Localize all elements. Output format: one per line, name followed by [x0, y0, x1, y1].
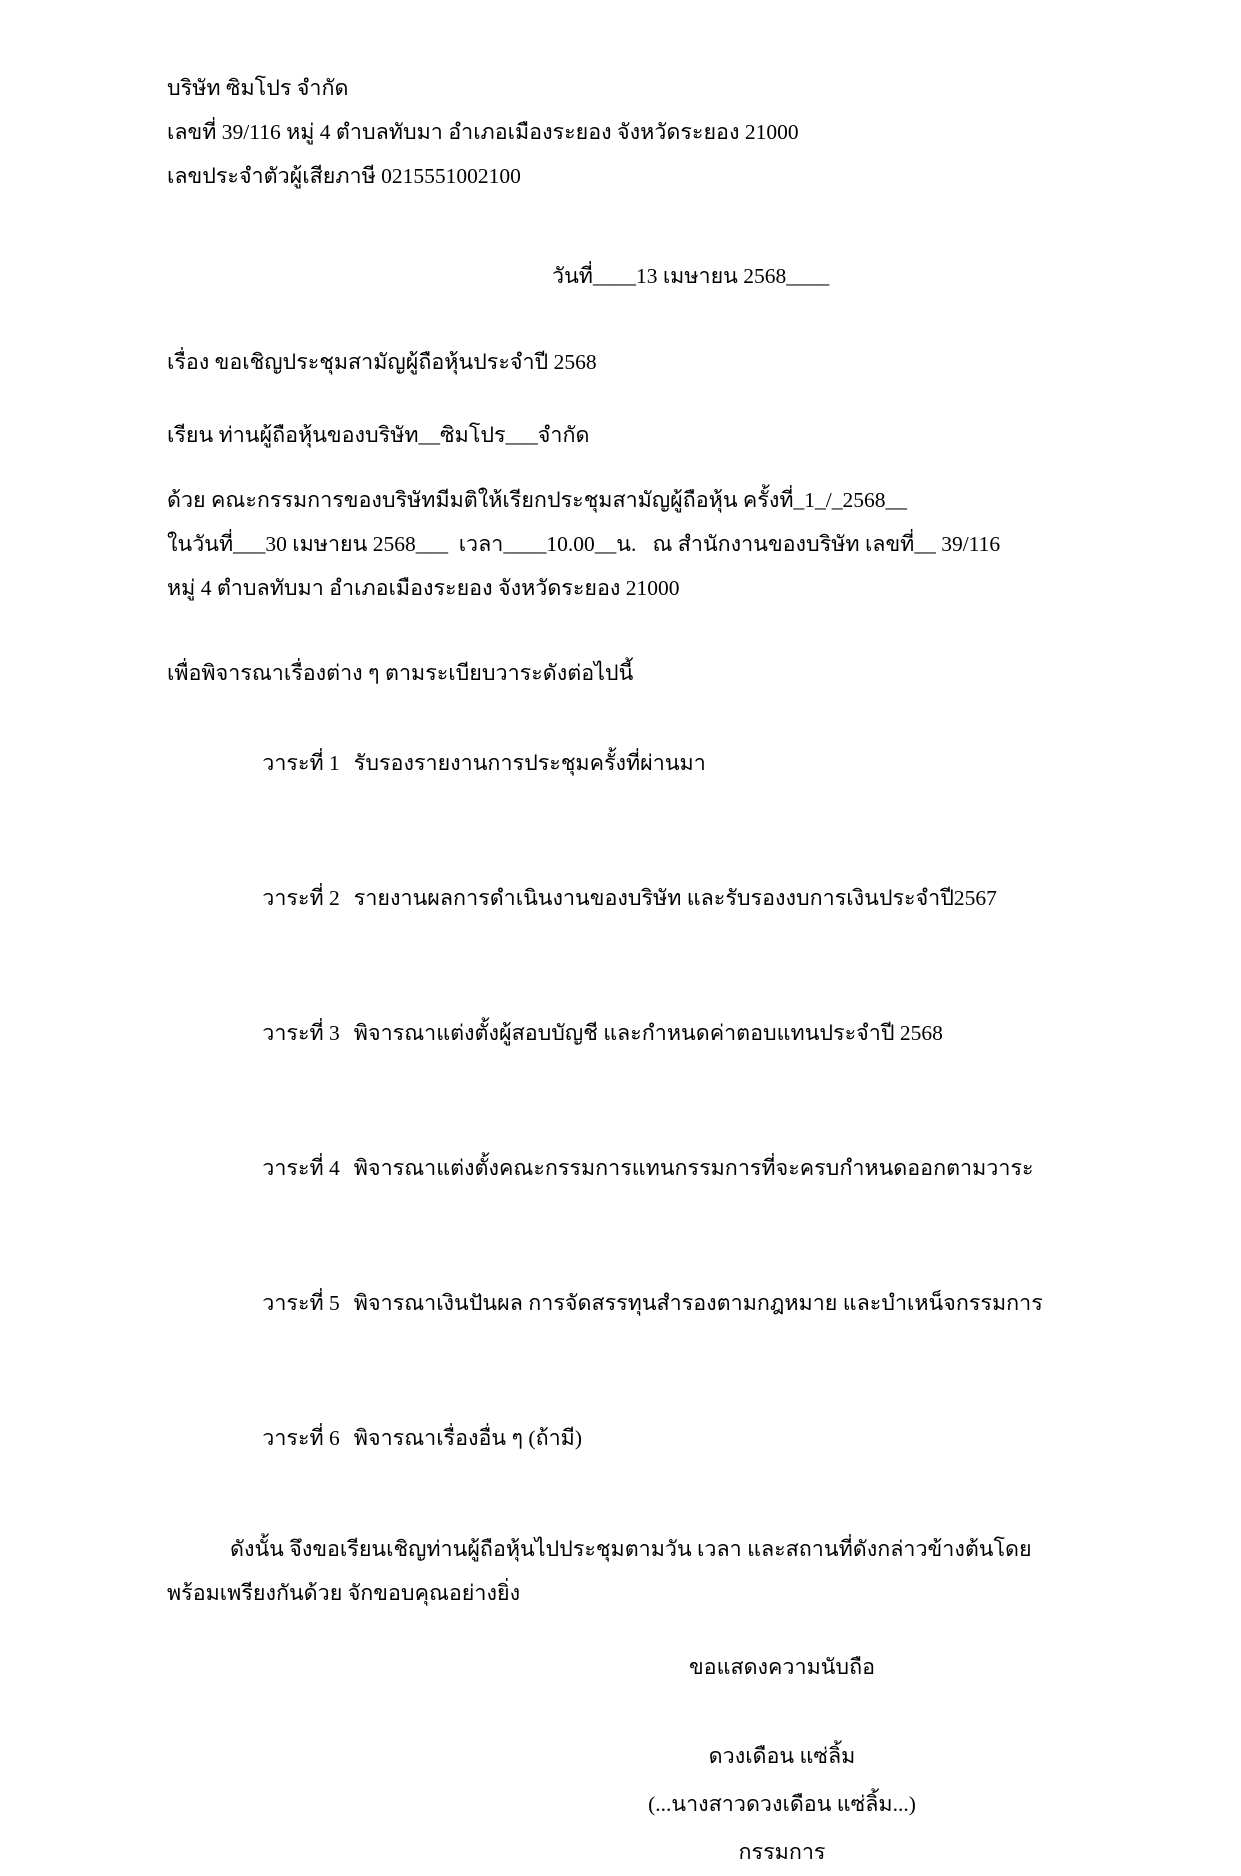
- agenda-item-text: พิจารณาแต่งตั้งคณะกรรมการแทนกรรมการที่จะครบกำหนดออกตามวาระ: [353, 1156, 1034, 1180]
- agenda-item-number: วาระที่ 2: [262, 886, 340, 910]
- agenda-item-text: พิจารณาเรื่องอื่น ๆ (ถ้ามี): [353, 1426, 583, 1450]
- body-paragraph: [167, 478, 1121, 610]
- agenda-item-number: วาระที่ 3: [262, 1021, 340, 1045]
- signature-name: ดวงเดือน แซ่ลิ้ม: [708, 1744, 856, 1768]
- agenda-item: [167, 696, 1121, 831]
- closing-paragraph: [167, 1527, 1121, 1615]
- subject-line: เรื่อง ขอเชิญประชุมสามัญผู้ถือหุ้นประจำปี 2568: [167, 350, 597, 374]
- agenda-item-number: วาระที่ 1: [262, 751, 340, 775]
- agenda-intro: เพื่อพิจารณาเรื่องต่าง ๆ ตามระเบียบวาระดังต่อไปนี้: [167, 661, 634, 685]
- letterhead: [167, 66, 1121, 198]
- agenda-item: [167, 831, 1121, 966]
- agenda-item-text: พิจารณาเงินปันผล การจัดสรรทุนสำรองตามกฎหมาย และบำเหน็จกรรมการ: [353, 1291, 1043, 1315]
- agenda-section: [167, 651, 1121, 1506]
- agenda-item-text: พิจารณาแต่งตั้งผู้สอบบัญชี และกำหนดค่าตอบแทนประจำปี 2568: [353, 1021, 943, 1045]
- agenda-item-text: รับรองรายงานการประชุมครั้งที่ผ่านมา: [353, 751, 706, 775]
- agenda-item: [167, 1101, 1121, 1236]
- agenda-item: [167, 1371, 1121, 1506]
- agenda-item-number: วาระที่ 5: [262, 1291, 340, 1315]
- body-line-2: ในวันที่___30 เมษายน 2568___ เวลา____10.00__น. ณ สำนักงานของบริษัท เลขที่__ 39/116: [167, 532, 1001, 556]
- closing-line-2: พร้อมเพรียงกันด้วย จักขอบคุณอย่างยิ่ง: [167, 1581, 521, 1605]
- agenda-item: [167, 966, 1121, 1101]
- company-address: เลขที่ 39/116 หมู่ 4 ตำบลทับมา อำเภอเมืองระยอง จังหวัดระยอง 21000: [167, 120, 799, 144]
- agenda-item: [167, 1236, 1121, 1371]
- company-name: บริษัท ซิมโปร จำกัด: [167, 76, 349, 100]
- salutation-line: เรียน ท่านผู้ถือหุ้นของบริษัท__ซิมโปร___จำกัด: [167, 423, 590, 447]
- date-line: วันที่____13 เมษายน 2568____: [552, 264, 830, 288]
- closing-line-1: ดังนั้น จึงขอเรียนเชิญท่านผู้ถือหุ้นไปประชุมตามวัน เวลา และสถานที่ดังกล่าวข้างต้นโดย: [230, 1537, 1032, 1561]
- body-line-1: ด้วย คณะกรรมการของบริษัทมีมติให้เรียกประชุมสามัญผู้ถือหุ้น ครั้งที่_1_/_2568__: [167, 488, 907, 512]
- signoff-text: ขอแสดงความนับถือ: [688, 1655, 876, 1679]
- signature-title: กรรมการ: [738, 1840, 826, 1864]
- agenda-item-number: วาระที่ 4: [262, 1156, 340, 1180]
- agenda-item-number: วาระที่ 6: [262, 1426, 340, 1450]
- tax-id: เลขประจำตัวผู้เสียภาษี 0215551002100: [167, 164, 521, 188]
- agenda-item-text: รายงานผลการดำเนินงานของบริษัท และรับรองงบการเงินประจำปี2567: [353, 886, 997, 910]
- body-line-3: หมู่ 4 ตำบลทับมา อำเภอเมืองระยอง จังหวัดระยอง 21000: [167, 576, 680, 600]
- signature-name-parenthesized: (...นางสาวดวงเดือน แซ่ลิ้ม...): [648, 1792, 916, 1816]
